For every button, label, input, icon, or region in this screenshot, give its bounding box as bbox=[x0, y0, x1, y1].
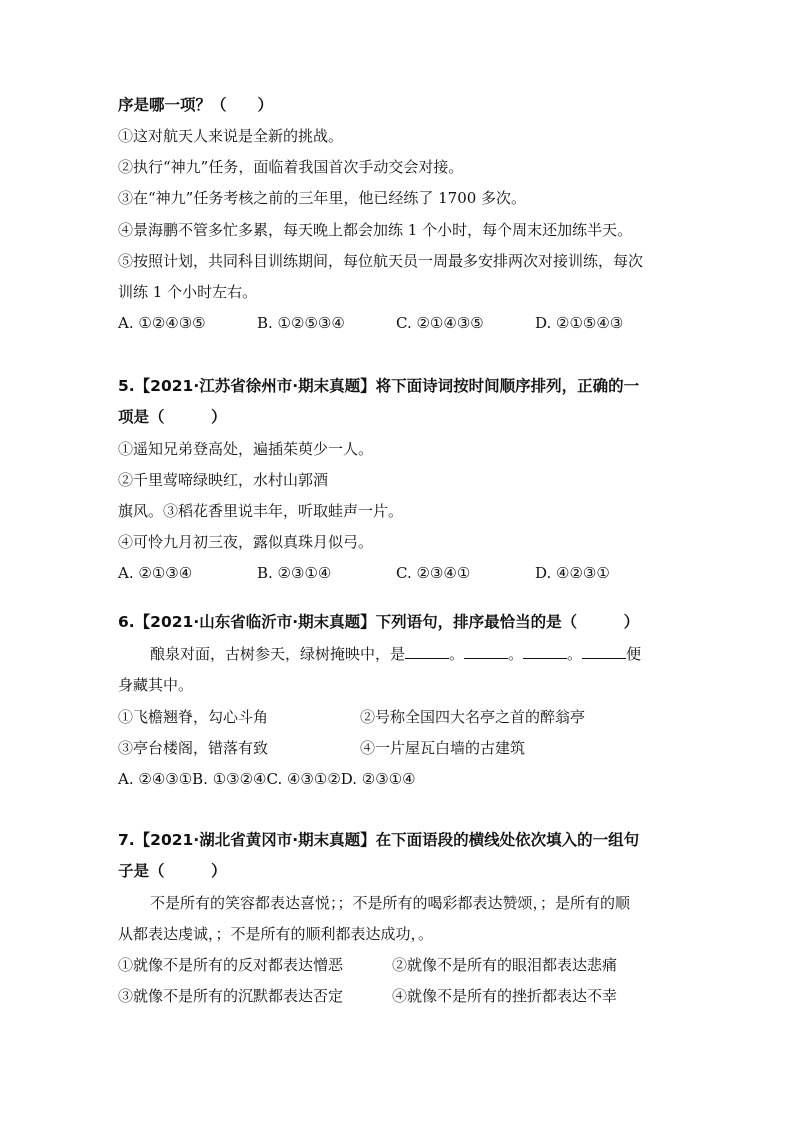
q7-item-2: ②就像不是所有的眼泪都表达悲痛 bbox=[392, 956, 618, 974]
q4-item-5-cont: 训练 1 个小时左右。 bbox=[118, 283, 258, 301]
q5-item-1: ①遥知兄弟登高处，遍插茱萸少一人。 bbox=[118, 440, 374, 458]
q7-item-4: ④就像不是所有的挫折都表达不幸 bbox=[392, 987, 618, 1005]
q4-option-c: C. ②①④③⑤ bbox=[396, 314, 484, 332]
q4-option-b: B. ①②⑤③④ bbox=[257, 314, 345, 332]
q6-passage-end: 便 bbox=[626, 645, 642, 663]
q5-option-c: C. ②③④① bbox=[396, 564, 471, 582]
q5-option-b: B. ②③①④ bbox=[257, 564, 332, 582]
q4-item-3: ③在“神九”任务考核之前的三年里，他已经练了 1700 多次。 bbox=[118, 189, 527, 207]
q6-passage-start: 酿泉对面，古树参天，绿树掩映中，是 bbox=[150, 645, 406, 663]
q7-passage-line1: 不是所有的笑容都表达喜悦；；不是所有的喝彩都表达赞颂，；是所有的顺 bbox=[150, 894, 631, 912]
q6-blank-4 bbox=[582, 644, 626, 659]
q7-passage-line2: 从都表达虔诚，；不是所有的顺利都表达成功，。 bbox=[118, 925, 434, 943]
q6-passage-line2: 身藏其中。 bbox=[118, 676, 194, 694]
q7-stem-line1: 7.【2021·湖北省黄冈市·期末真题】在下面语段的横线处依次填入的一组句 bbox=[118, 831, 640, 849]
q4-stem-tail: 序是哪一项？（ ） bbox=[118, 96, 274, 114]
q5-item-2-cont: 旗风。③稻花香里说丰年，听取蛙声一片。 bbox=[118, 502, 404, 520]
q5-stem-line2: 项是（ ） bbox=[118, 408, 227, 426]
q5-option-a: A. ②①③④ bbox=[118, 564, 193, 582]
q6-item-4: ④一片屋瓦白墙的古建筑 bbox=[360, 739, 526, 757]
q5-option-d: D. ④②③① bbox=[535, 564, 610, 582]
q5-item-2: ②千里莺啼绿映红，水村山郭酒 bbox=[118, 471, 329, 489]
q6-blank-2 bbox=[464, 644, 508, 659]
q4-option-a: A. ①②④③⑤ bbox=[118, 314, 206, 332]
q7-item-3: ③就像不是所有的沉默都表达否定 bbox=[118, 987, 344, 1005]
q4-option-d: D. ②①⑤④③ bbox=[535, 314, 624, 332]
q6-blank-1 bbox=[405, 644, 449, 659]
q6-options: A. ②④③①B. ①③②④C. ④③①②D. ②③①④ bbox=[118, 770, 416, 788]
q7-stem-line2: 子是（ ） bbox=[118, 862, 227, 880]
q5-stem-line1: 5.【2021·江苏省徐州市·期末真题】将下面诗词按时间顺序排列，正确的一 bbox=[118, 377, 640, 395]
q6-passage-line1: 酿泉对面，古树参天，绿树掩映中，是 。 。 。 便 bbox=[150, 645, 642, 663]
q4-item-4: ④景海鹏不管多忙多累，每天晚上都会加练 1 个小时，每个周末还加练半天。 bbox=[118, 221, 633, 239]
q4-item-5: ⑤按照计划，共同科目训练期间，每位航天员一周最多安排两次对接训练，每次 bbox=[118, 252, 644, 270]
q7-item-1: ①就像不是所有的反对都表达憎恶 bbox=[118, 956, 344, 974]
q6-blank-3 bbox=[523, 644, 567, 659]
q4-item-1: ①这对航天人来说是全新的挑战。 bbox=[118, 127, 344, 145]
q6-item-2: ②号称全国四大名亭之首的醉翁亭 bbox=[360, 708, 586, 726]
q6-item-1: ①飞檐翘脊，勾心斗角 bbox=[118, 708, 269, 726]
q5-item-4: ④可怜九月初三夜，露似真珠月似弓。 bbox=[118, 533, 374, 551]
q4-item-2: ②执行“神九”任务，面临着我国首次手动交会对接。 bbox=[118, 158, 464, 176]
q6-item-3: ③亭台楼阁，错落有致 bbox=[118, 739, 269, 757]
q6-stem: 6.【2021·山东省临沂市·期末真题】下列语句，排序最恰当的是（ ） bbox=[118, 613, 640, 631]
